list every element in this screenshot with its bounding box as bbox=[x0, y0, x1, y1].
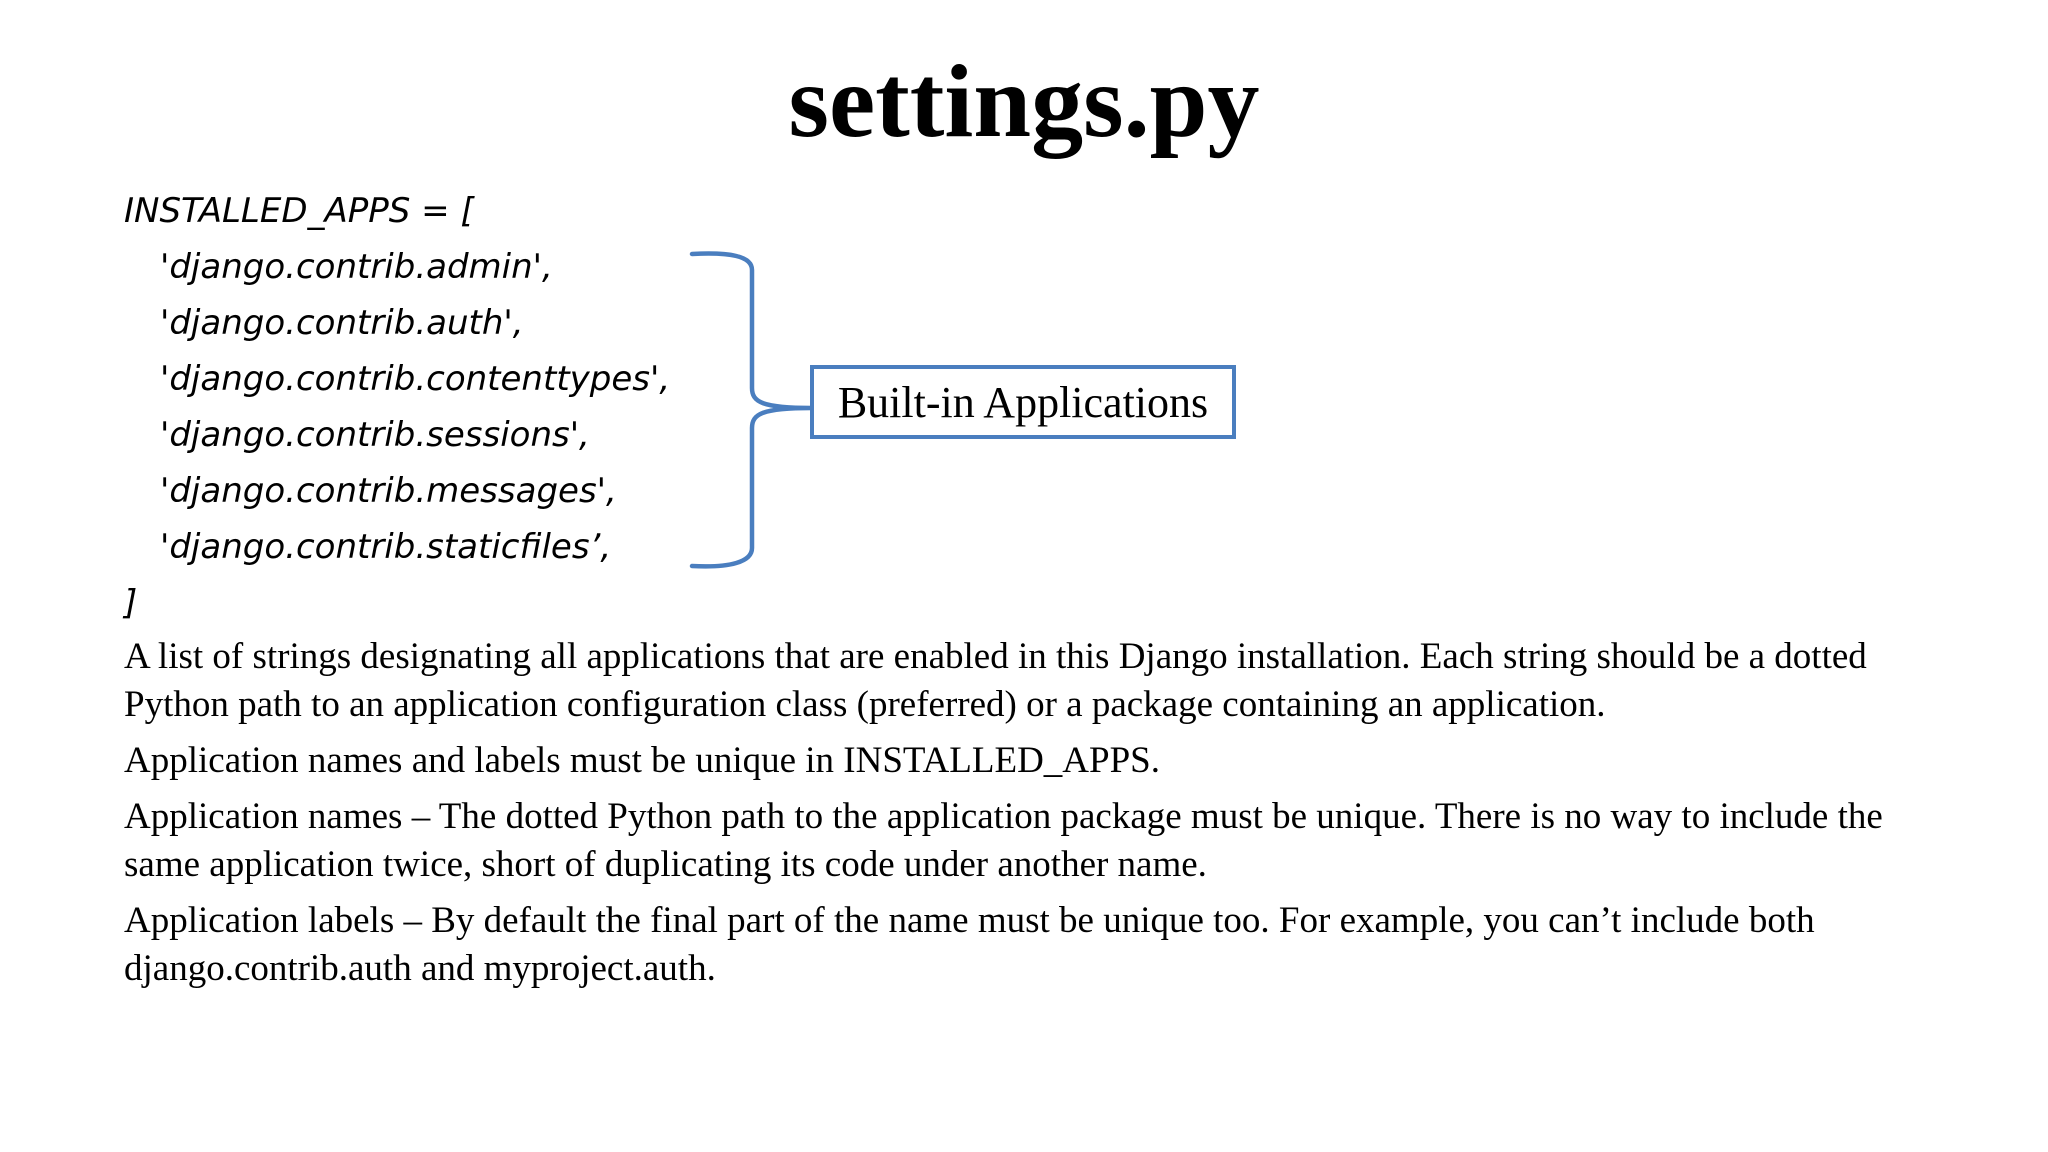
code-app-line: 'django.contrib.auth', bbox=[160, 303, 524, 343]
paragraph: Application names – The dotted Python path to the application package must be unique. There is no way to include the same application twice, short of duplicating its code under another name. bbox=[124, 796, 1883, 885]
built-in-applications-label: Built-in Applications bbox=[810, 365, 1236, 439]
code-close-line: ] bbox=[124, 583, 138, 623]
installed-apps-code bbox=[124, 183, 670, 631]
code-app-line: 'django.contrib.staticfiles’, bbox=[160, 527, 612, 567]
code-app-line: 'django.contrib.admin', bbox=[160, 247, 553, 287]
code-app-line: 'django.contrib.sessions', bbox=[160, 415, 590, 455]
code-app-line: 'django.contrib.contenttypes', bbox=[160, 359, 671, 399]
code-open-line: INSTALLED_APPS = [ bbox=[124, 191, 474, 231]
description-text bbox=[124, 633, 1954, 1001]
paragraph: Application names and labels must be unique in INSTALLED_APPS. bbox=[124, 740, 1160, 781]
code-app-line: 'django.contrib.messages', bbox=[160, 471, 617, 511]
paragraph: A list of strings designating all applications that are enabled in this Django installation. Each string should be a dotted Python path to an application configuration class (preferred) or a package containing an application. bbox=[124, 636, 1867, 725]
slide-title: settings.py bbox=[788, 44, 1260, 159]
paragraph: Application labels – By default the final part of the name must be unique too. For example, you can’t include both django.contrib.auth and myproject.auth. bbox=[124, 900, 1815, 989]
